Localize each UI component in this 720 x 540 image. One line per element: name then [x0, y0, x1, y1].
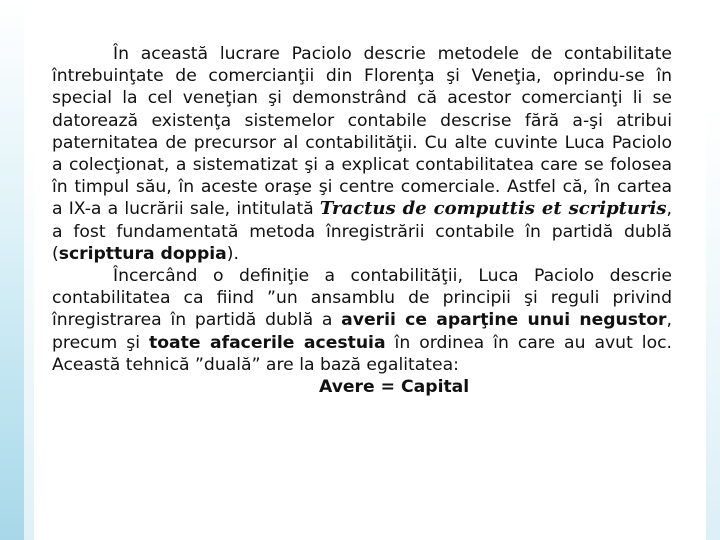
paragraph1-text-2: , a fost fundamentată metoda înregistrării contabile în partidă dublă (	[52, 199, 672, 264]
decorative-stripe-right	[706, 0, 720, 540]
paragraph2-text-1: Încercând o definiţie a contabilităţii, Luca Paciolo descrie contabilitatea ca fiind ”un ansamblu de principii şi reguli privind înregistrarea în partidă dublă a	[52, 266, 672, 331]
bold-phrase-averii: averii ce aparţine unui negustor	[341, 310, 667, 331]
decorative-stripe-left-inner	[24, 140, 34, 540]
book-title: Tractus de computtis et scripturis	[319, 198, 667, 220]
accounting-equation: Avere = Capital	[319, 377, 470, 398]
paragraph-definition	[52, 265, 672, 376]
paragraph1-text-1: În această lucrare Paciolo descrie metodele de contabilitate întrebuinţate de comercianţii din Florenţa şi Veneţia, oprindu-se în special la cel veneţian şi demonstrând că acestor comercianţi li se datorează existenţa sistemelor contabile descrise fără a-şi atribui paternitatea de precursor al contabilităţii. Cu alte cuvinte Luca Paciolo a colecţionat, a sistematizat şi a explicat contabilitatea care se folosea în timpul său, în aceste oraşe şi centre comerciale. Astfel că, în cartea a IX-a a lucrării sale, intitulată	[52, 44, 672, 220]
decorative-stripe-left	[0, 0, 24, 540]
bold-phrase-afacerile: toate afacerile acestuia	[148, 332, 386, 353]
paragraph2-text-2: , precum şi	[52, 310, 672, 353]
body-text	[52, 43, 672, 398]
paragraph2-text-3: în ordinea în care au avut loc. Această tehnică ”duală” are la bază egalitatea:	[52, 332, 673, 375]
paragraph1-text-3: ).	[226, 243, 239, 264]
paragraph-pacioli-work	[52, 43, 672, 265]
scripttura-doppia-term: scripttura doppia	[58, 243, 227, 264]
